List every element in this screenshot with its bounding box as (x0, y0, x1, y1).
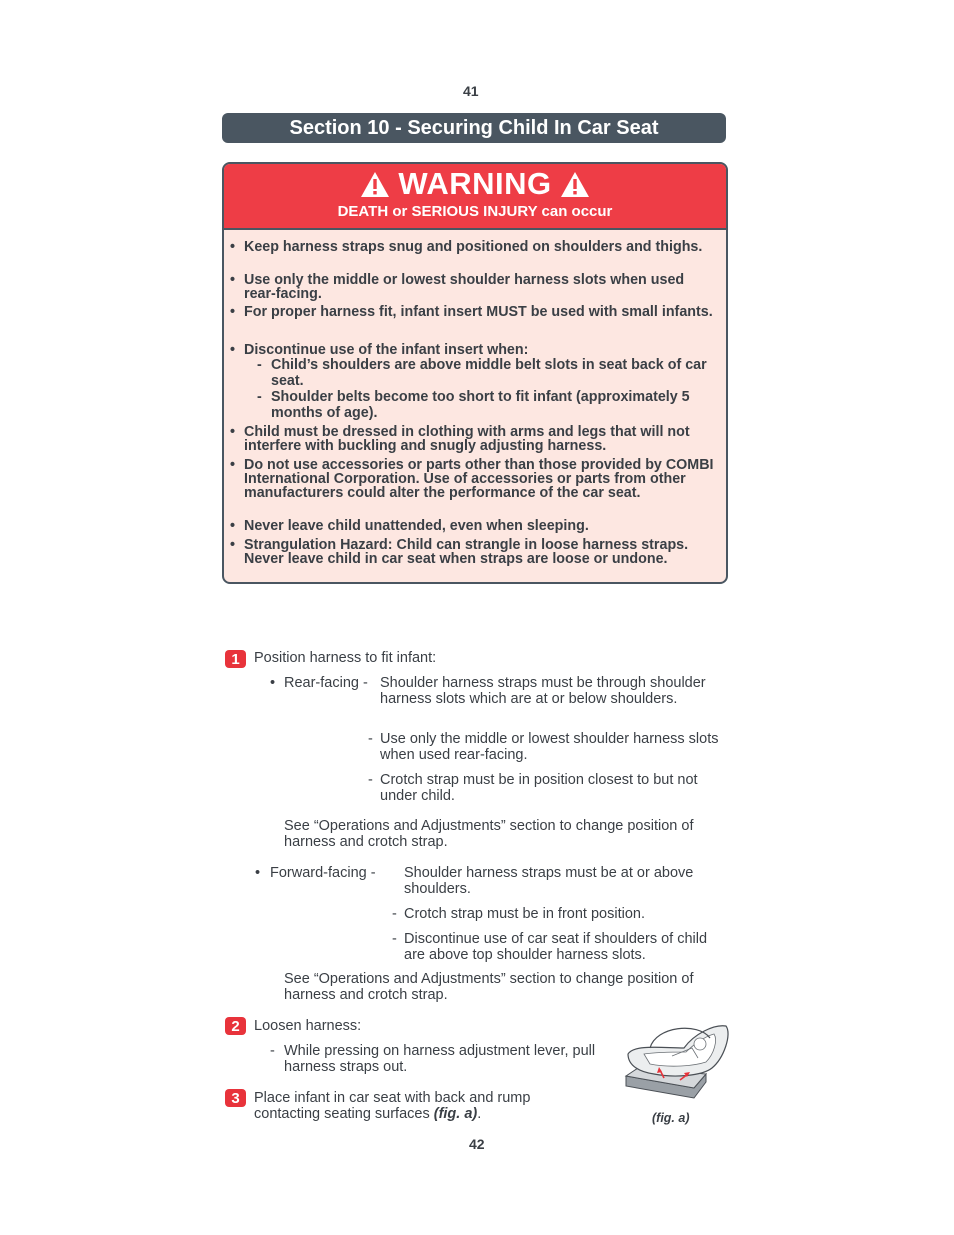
warning-triangle-icon (360, 171, 390, 198)
fig-reference: (fig. a) (433, 1105, 478, 1122)
warning-item: For proper harness fit, infant insert MUST be used with small infants. (244, 304, 713, 320)
step-1-text: Position harness to fit infant: (254, 650, 437, 666)
warning-item: Never leave child unattended, even when sleeping. (244, 518, 589, 534)
bullet: • (230, 424, 236, 440)
warning-item: Do not use accessories or parts other than those provided by COMBI International Corporation. Use of accessories or parts from other manufacturers could alter the performance of the car seat. (244, 457, 714, 501)
bullet: • (270, 675, 276, 691)
bullet: • (230, 518, 236, 534)
rear-facing-label: Rear-facing - (284, 675, 368, 691)
step-3-body: Place infant in car seat with back and rump contacting seating surfaces (254, 1090, 531, 1122)
step-3-text (254, 1091, 574, 1122)
forward-facing-line: Discontinue use of car seat if shoulders of child are above top shoulder harness slots. (404, 931, 708, 963)
page-number-top: 41 (463, 83, 479, 99)
step-3-end: . (477, 1105, 482, 1122)
loosen-detail: While pressing on harness adjustment lever, pull harness straps out. (284, 1043, 596, 1075)
step-badge-1: 1 (225, 650, 246, 668)
dash: - (257, 357, 262, 373)
car-seat-figure (614, 1018, 734, 1104)
warning-subtitle: DEATH or SERIOUS INJURY can occur (337, 203, 613, 220)
warning-subitem-text: Child’s shoulders are above middle belt slots in seat back of car seat. (271, 357, 707, 389)
rear-facing-line: Shoulder harness straps must be through shoulder harness slots which are at or below shoulders. (380, 675, 706, 707)
bullet: • (230, 342, 236, 358)
warning-item: Use only the middle or lowest shoulder harness slots when used rear-facing. (244, 272, 685, 302)
dash: - (368, 772, 373, 788)
figure-caption: (fig. a) (652, 1111, 690, 1125)
dash: - (368, 731, 373, 747)
warning-item: Child must be dressed in clothing with arms and legs that will not interfere with buckling and snugly adjusting harness. (244, 424, 690, 454)
forward-facing-label: Forward-facing - (270, 865, 376, 881)
warning-box (222, 162, 728, 584)
bullet: • (230, 457, 236, 473)
see-note: See “Operations and Adjustments” section to change position of harness and crotch strap. (284, 818, 694, 850)
dash: - (392, 906, 397, 922)
rear-facing-line: Use only the middle or lowest shoulder harness slots when used rear-facing. (380, 731, 719, 763)
bullet: • (230, 304, 236, 320)
section-title: Section 10 - Securing Child In Car Seat (289, 116, 659, 139)
warning-item: Discontinue use of the infant insert when: (244, 342, 529, 358)
forward-facing-line: Crotch strap must be in front position. (404, 906, 645, 922)
step-badge-3: 3 (225, 1089, 246, 1107)
warning-triangle-icon (560, 171, 590, 198)
dash: - (270, 1043, 275, 1059)
dash: - (257, 389, 262, 405)
dash: - (392, 931, 397, 947)
warning-item: Keep harness straps snug and positioned on shoulders and thighs. (244, 239, 703, 255)
step-2-text: Loosen harness: (254, 1018, 362, 1034)
warning-subitem-text: Shoulder belts become too short to fit infant (approximately 5 months of age). (271, 389, 690, 421)
bullet: • (230, 537, 236, 553)
bullet: • (230, 239, 236, 255)
section-title-bar (222, 113, 726, 143)
step-badge-2: 2 (225, 1017, 246, 1035)
bullet: • (255, 865, 261, 881)
bullet: • (230, 272, 236, 288)
forward-facing-line: Shoulder harness straps must be at or above shoulders. (404, 865, 694, 897)
page-number-bottom: 42 (469, 1136, 485, 1152)
warning-title: WARNING (398, 166, 552, 201)
see-note: See “Operations and Adjustments” section to change position of harness and crotch strap. (284, 971, 694, 1003)
warning-item: Strangulation Hazard: Child can strangle in loose harness straps. Never leave child in car seat when straps are loose or undone. (244, 537, 689, 567)
warning-header (224, 164, 726, 230)
rear-facing-line: Crotch strap must be in position closest to but not under child. (380, 772, 698, 804)
